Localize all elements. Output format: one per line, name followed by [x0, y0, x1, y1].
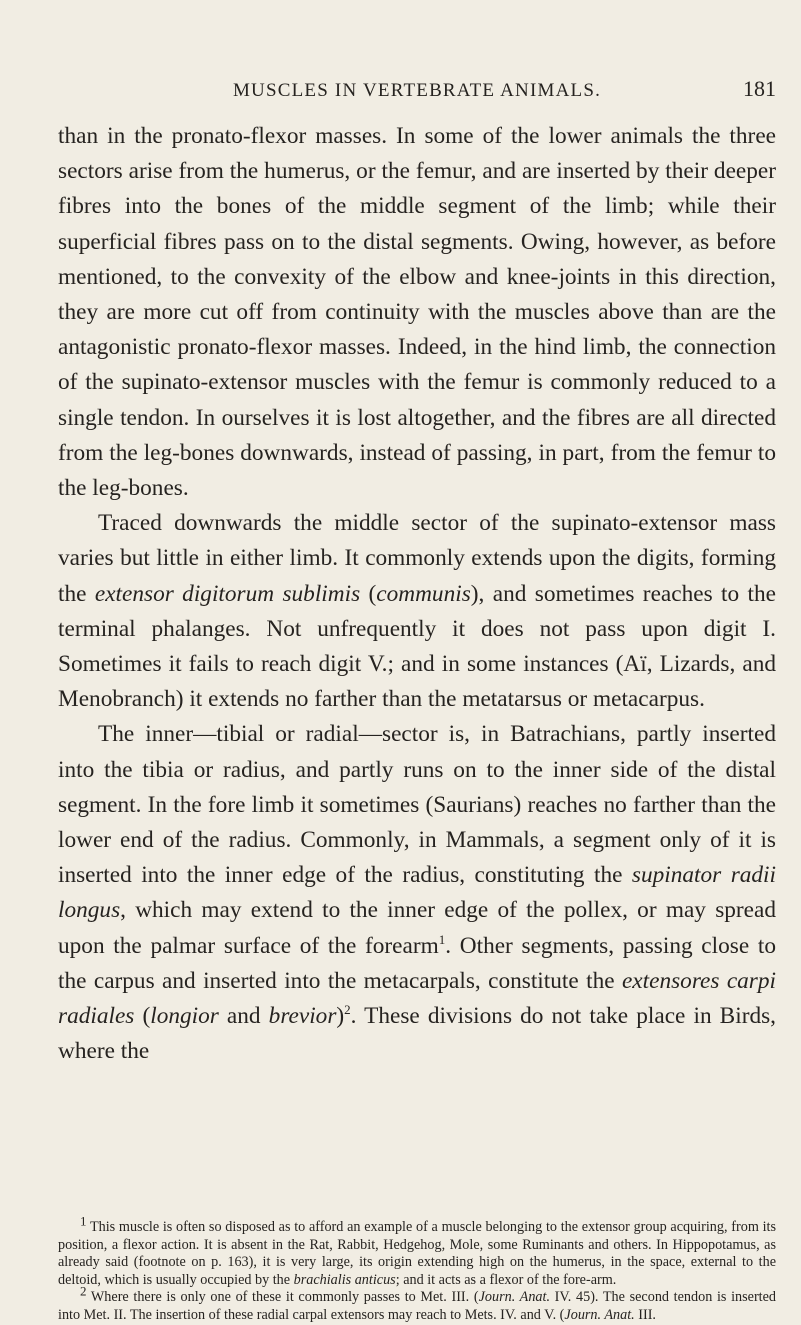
text-run: and	[218, 1003, 269, 1030]
footnote-marker: 2	[80, 1283, 87, 1299]
footnote-ref[interactable]: 1	[438, 931, 446, 947]
text-run: . These divisions do not take place in Birds, where the	[58, 1003, 776, 1065]
paragraph-1	[58, 119, 776, 506]
italic-term: brachialis anticus	[293, 1271, 396, 1288]
text-run: Traced downwards the middle sector of the supinato-extensor mass varies but little in either limb. It commonly extends upon the digits, forming the	[58, 510, 776, 607]
text-run: than in the pronato-flexor masses. In some of the lower animals the three sectors arise from the humerus, or the femur, and are inserted by their deeper fibres into the bones of the middle segment of the limb; while their superficial fibres pass on to the distal segments. Owing, however, as before mentioned, to the convexity of the elbow and knee-joints in this direction, they are more cut off from continuity with the muscles above than are the antagonistic pronato-flexor masses. Indeed, in the hind limb, the connection of the supinato-extensor muscles with the femur is commonly reduced to a single tendon. In ourselves it is lost altogether, and the fibres are all directed from the leg-bones downwards, instead of passing, in part, from the femur to the leg-bones.	[58, 123, 776, 502]
footnotes	[58, 1213, 776, 1325]
italic-term: communis	[376, 580, 471, 607]
text-run: The inner—tibial or radial—sector is, in Batrachians, partly inserted into the tibia or radius, and partly runs on to the inner side of the distal segment. In the fore limb it sometimes (Saurians) reaches no farther than the lower end of the radius. Commonly, in Mammals, a segment only of it is inserted into the inner edge of the radius, constituting the	[58, 721, 776, 889]
text-run: . Other segments, passing close to the carpus and inserted into the metacarpals, constitute the	[58, 932, 776, 994]
text-run: III.	[634, 1306, 656, 1323]
text-run: Where there is only one of these it commonly passes to Met. III. (	[86, 1289, 479, 1306]
body-text	[58, 119, 776, 1069]
italic-term: supinator radii longus	[58, 862, 777, 924]
text-run: IV. 45). The second tendon is inserted into Met. II. The insertion of these radial carpal extensors may reach to Mets. IV. and V. (	[58, 1289, 776, 1323]
text-run: , which may extend to the inner edge of the pollex, or may spread upon the palmar surface of the forearm	[58, 897, 776, 959]
paragraph-3	[58, 717, 776, 1069]
page-number: 181	[743, 76, 776, 101]
paragraph-2	[58, 506, 776, 717]
text-run: ), and sometimes reaches to the terminal phalanges. Not unfrequently it does not pass upon digit I. Sometimes it fails to reach digit V.; and in some instances (Aï, Lizards, and Menobranch) it extends no farther than the metatarsus or metacarpus.	[58, 580, 776, 713]
running-title: MUSCLES IN VERTEBRATE ANIMALS.	[232, 80, 602, 101]
text-run: This muscle is often so disposed as to afford an example of a muscle belonging to the extensor group acquiring, from its position, a flexor action. It is absent in the Rat, Rabbit, Hedgehog, Mole, some Ruminants and others. In Hippopotamus, as already said (footnote on p. 163), it is very large, its origin extending high on the humerus, in the space, external to the deltoid, which is usually occupied by the	[58, 1219, 776, 1288]
text-run: )	[336, 1003, 345, 1030]
footnote-ref[interactable]: 2	[344, 1002, 351, 1018]
footnote-1	[58, 1213, 776, 1289]
text-run: ; and it acts as a flexor of the fore-arm.	[395, 1271, 617, 1288]
text-run: (	[360, 580, 377, 607]
page-header	[58, 70, 776, 106]
italic-term: extensores carpi radiales	[58, 967, 776, 1030]
footnote-marker: 1	[80, 1213, 87, 1229]
text-run: (	[134, 1003, 151, 1030]
journal-abbrev: Journ. Anat.	[564, 1306, 635, 1323]
italic-term: brevior	[268, 1003, 337, 1030]
footnote-2	[58, 1283, 776, 1324]
italic-term: longior	[150, 1003, 219, 1030]
journal-abbrev: Journ. Anat.	[478, 1289, 550, 1306]
italic-term: extensor digitorum sublimis	[94, 580, 361, 607]
